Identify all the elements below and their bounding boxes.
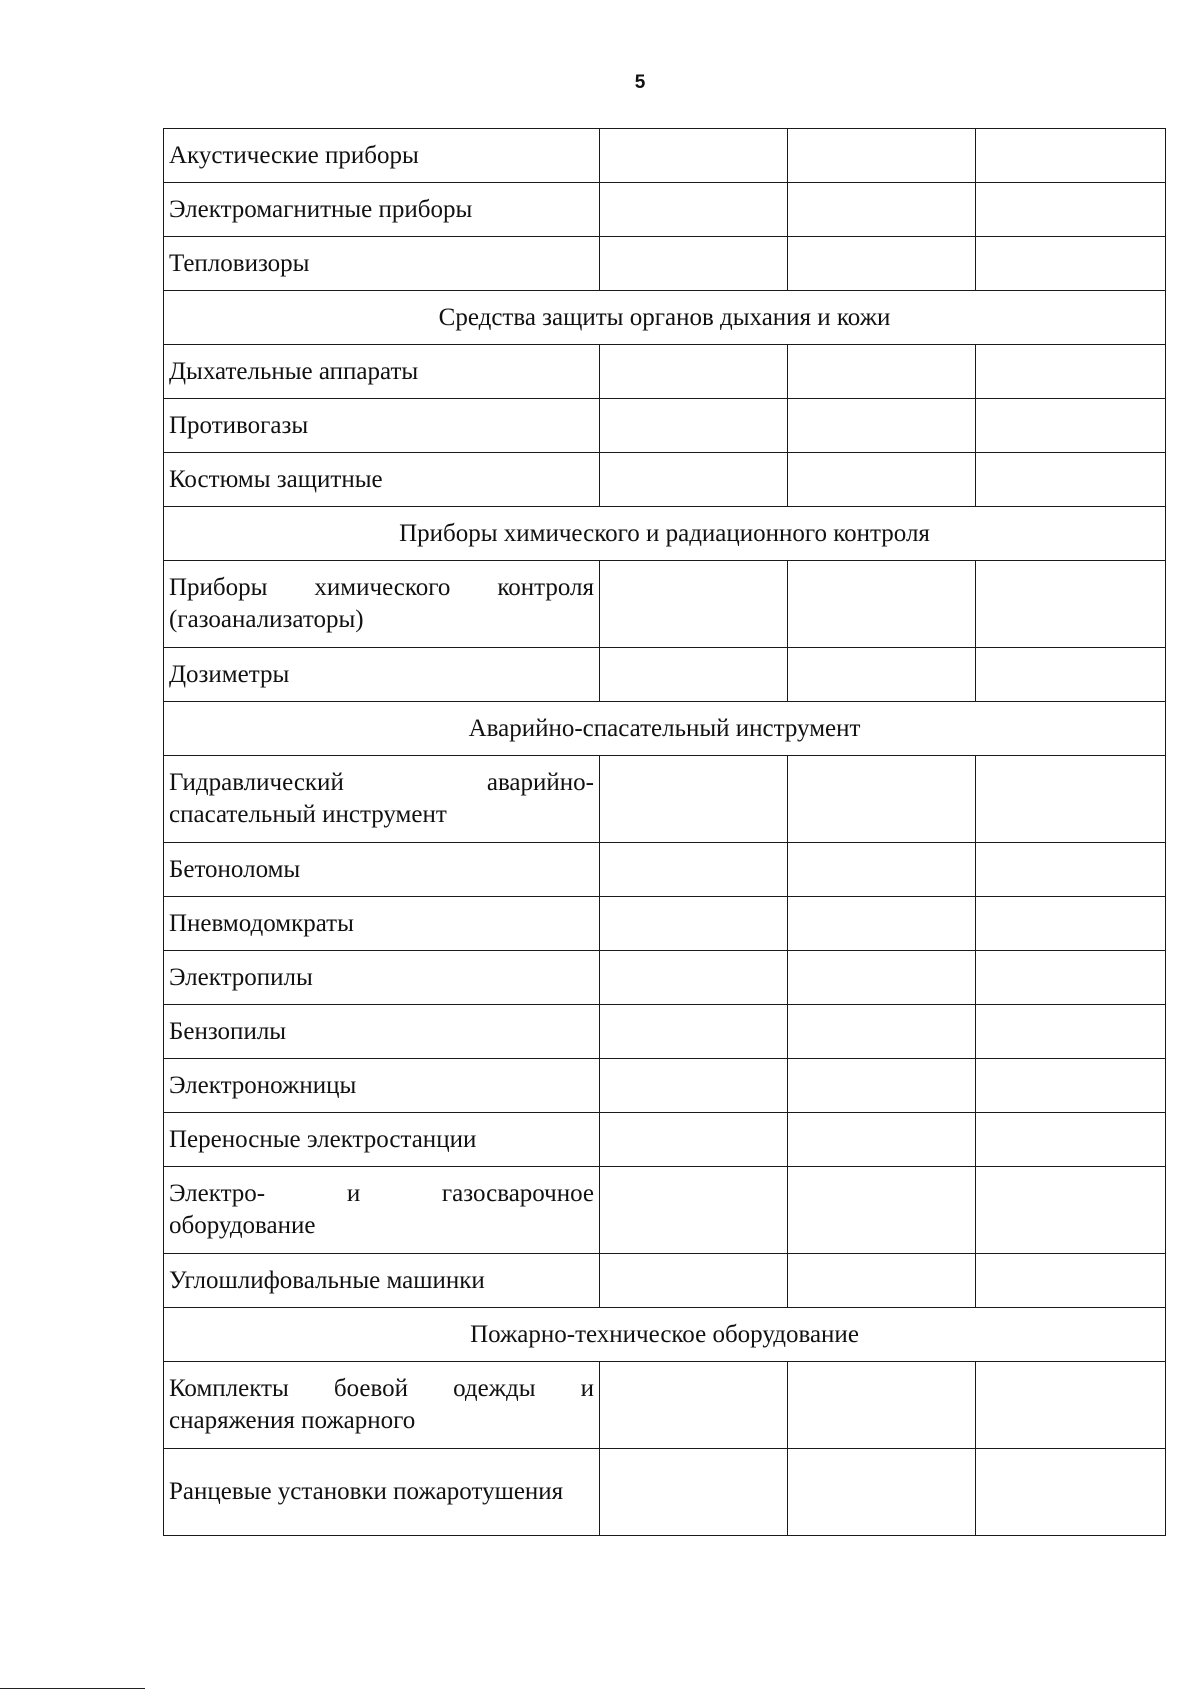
empty-value-cell [976, 237, 1166, 291]
empty-value-cell [600, 129, 788, 183]
table-row [164, 648, 1166, 702]
empty-value-cell [788, 237, 976, 291]
empty-value-cell [600, 237, 788, 291]
table-row [164, 345, 1166, 399]
table-row [164, 237, 1166, 291]
equipment-name-cell: Электромагнитные приборы [164, 183, 600, 237]
equipment-table [163, 128, 1166, 1536]
empty-value-cell [600, 1059, 788, 1113]
empty-value-cell [788, 1449, 976, 1536]
empty-value-cell [976, 1059, 1166, 1113]
empty-value-cell [600, 1449, 788, 1536]
section-header-row [164, 507, 1166, 561]
table-row [164, 561, 1166, 648]
equipment-name-cell: Костюмы защитные [164, 453, 600, 507]
empty-value-cell [976, 1167, 1166, 1254]
empty-value-cell [788, 1059, 976, 1113]
empty-value-cell [600, 843, 788, 897]
empty-value-cell [600, 1254, 788, 1308]
equipment-name-cell: Ранцевые установки пожаротушения [164, 1449, 600, 1536]
section-header-row [164, 1308, 1166, 1362]
empty-value-cell [976, 453, 1166, 507]
empty-value-cell [976, 129, 1166, 183]
equipment-name-cell: Комплекты боевой одежды и снаряжения пожарного [164, 1362, 600, 1449]
empty-value-cell [788, 1167, 976, 1254]
empty-value-cell [976, 648, 1166, 702]
section-header-row [164, 702, 1166, 756]
empty-value-cell [976, 756, 1166, 843]
equipment-name-cell: Противогазы [164, 399, 600, 453]
table-row [164, 843, 1166, 897]
empty-value-cell [788, 399, 976, 453]
empty-value-cell [976, 843, 1166, 897]
empty-value-cell [788, 1005, 976, 1059]
empty-value-cell [788, 1362, 976, 1449]
section-header-row [164, 291, 1166, 345]
empty-value-cell [788, 843, 976, 897]
table-row [164, 951, 1166, 1005]
table-row [164, 1449, 1166, 1536]
equipment-name-cell: Гидравлический аварийно-спасательный инструмент [164, 756, 600, 843]
equipment-name-cell: Углошлифовальные машинки [164, 1254, 600, 1308]
empty-value-cell [600, 756, 788, 843]
empty-value-cell [976, 1362, 1166, 1449]
table-row [164, 1167, 1166, 1254]
empty-value-cell [600, 561, 788, 648]
equipment-name-cell: Бетоноломы [164, 843, 600, 897]
empty-value-cell [976, 1113, 1166, 1167]
empty-value-cell [600, 1167, 788, 1254]
empty-value-cell [788, 1113, 976, 1167]
empty-value-cell [600, 897, 788, 951]
table-row [164, 756, 1166, 843]
empty-value-cell [788, 453, 976, 507]
equipment-name-cell: Тепловизоры [164, 237, 600, 291]
table-row [164, 1059, 1166, 1113]
empty-value-cell [600, 648, 788, 702]
equipment-name-cell: Приборы химического контроля (газоанализаторы) [164, 561, 600, 648]
empty-value-cell [976, 1254, 1166, 1308]
empty-value-cell [976, 561, 1166, 648]
equipment-name-cell: Дозиметры [164, 648, 600, 702]
equipment-table-body [164, 129, 1166, 1536]
empty-value-cell [600, 1113, 788, 1167]
empty-value-cell [788, 897, 976, 951]
equipment-name-cell: Электропилы [164, 951, 600, 1005]
empty-value-cell [788, 345, 976, 399]
empty-value-cell [976, 345, 1166, 399]
empty-value-cell [976, 951, 1166, 1005]
empty-value-cell [788, 183, 976, 237]
table-row [164, 453, 1166, 507]
empty-value-cell [600, 951, 788, 1005]
equipment-name-cell: Электро- и газосварочное оборудование [164, 1167, 600, 1254]
empty-value-cell [788, 561, 976, 648]
section-title: Средства защиты органов дыхания и кожи [164, 291, 1166, 345]
empty-value-cell [788, 756, 976, 843]
table-row [164, 897, 1166, 951]
empty-value-cell [600, 1005, 788, 1059]
empty-value-cell [788, 648, 976, 702]
equipment-name-cell: Переносные электростанции [164, 1113, 600, 1167]
empty-value-cell [600, 453, 788, 507]
empty-value-cell [788, 129, 976, 183]
empty-value-cell [600, 183, 788, 237]
empty-value-cell [788, 1254, 976, 1308]
empty-value-cell [976, 1449, 1166, 1536]
empty-value-cell [600, 345, 788, 399]
page-number: 5 [634, 72, 646, 93]
empty-value-cell [600, 1362, 788, 1449]
equipment-name-cell: Бензопилы [164, 1005, 600, 1059]
equipment-name-cell: Дыхательные аппараты [164, 345, 600, 399]
table-row [164, 1362, 1166, 1449]
table-row [164, 183, 1166, 237]
empty-value-cell [976, 1005, 1166, 1059]
table-row [164, 1254, 1166, 1308]
empty-value-cell [976, 183, 1166, 237]
equipment-name-cell: Акустические приборы [164, 129, 600, 183]
section-title: Аварийно-спасательный инструмент [164, 702, 1166, 756]
equipment-name-cell: Электроножницы [164, 1059, 600, 1113]
empty-value-cell [976, 399, 1166, 453]
footnote-separator [0, 1688, 145, 1689]
table-row [164, 1005, 1166, 1059]
empty-value-cell [600, 399, 788, 453]
table-row [164, 1113, 1166, 1167]
table-row [164, 399, 1166, 453]
empty-value-cell [788, 951, 976, 1005]
section-title: Приборы химического и радиационного контроля [164, 507, 1166, 561]
equipment-name-cell: Пневмодомкраты [164, 897, 600, 951]
empty-value-cell [976, 897, 1166, 951]
table-row [164, 129, 1166, 183]
section-title: Пожарно-техническое оборудование [164, 1308, 1166, 1362]
